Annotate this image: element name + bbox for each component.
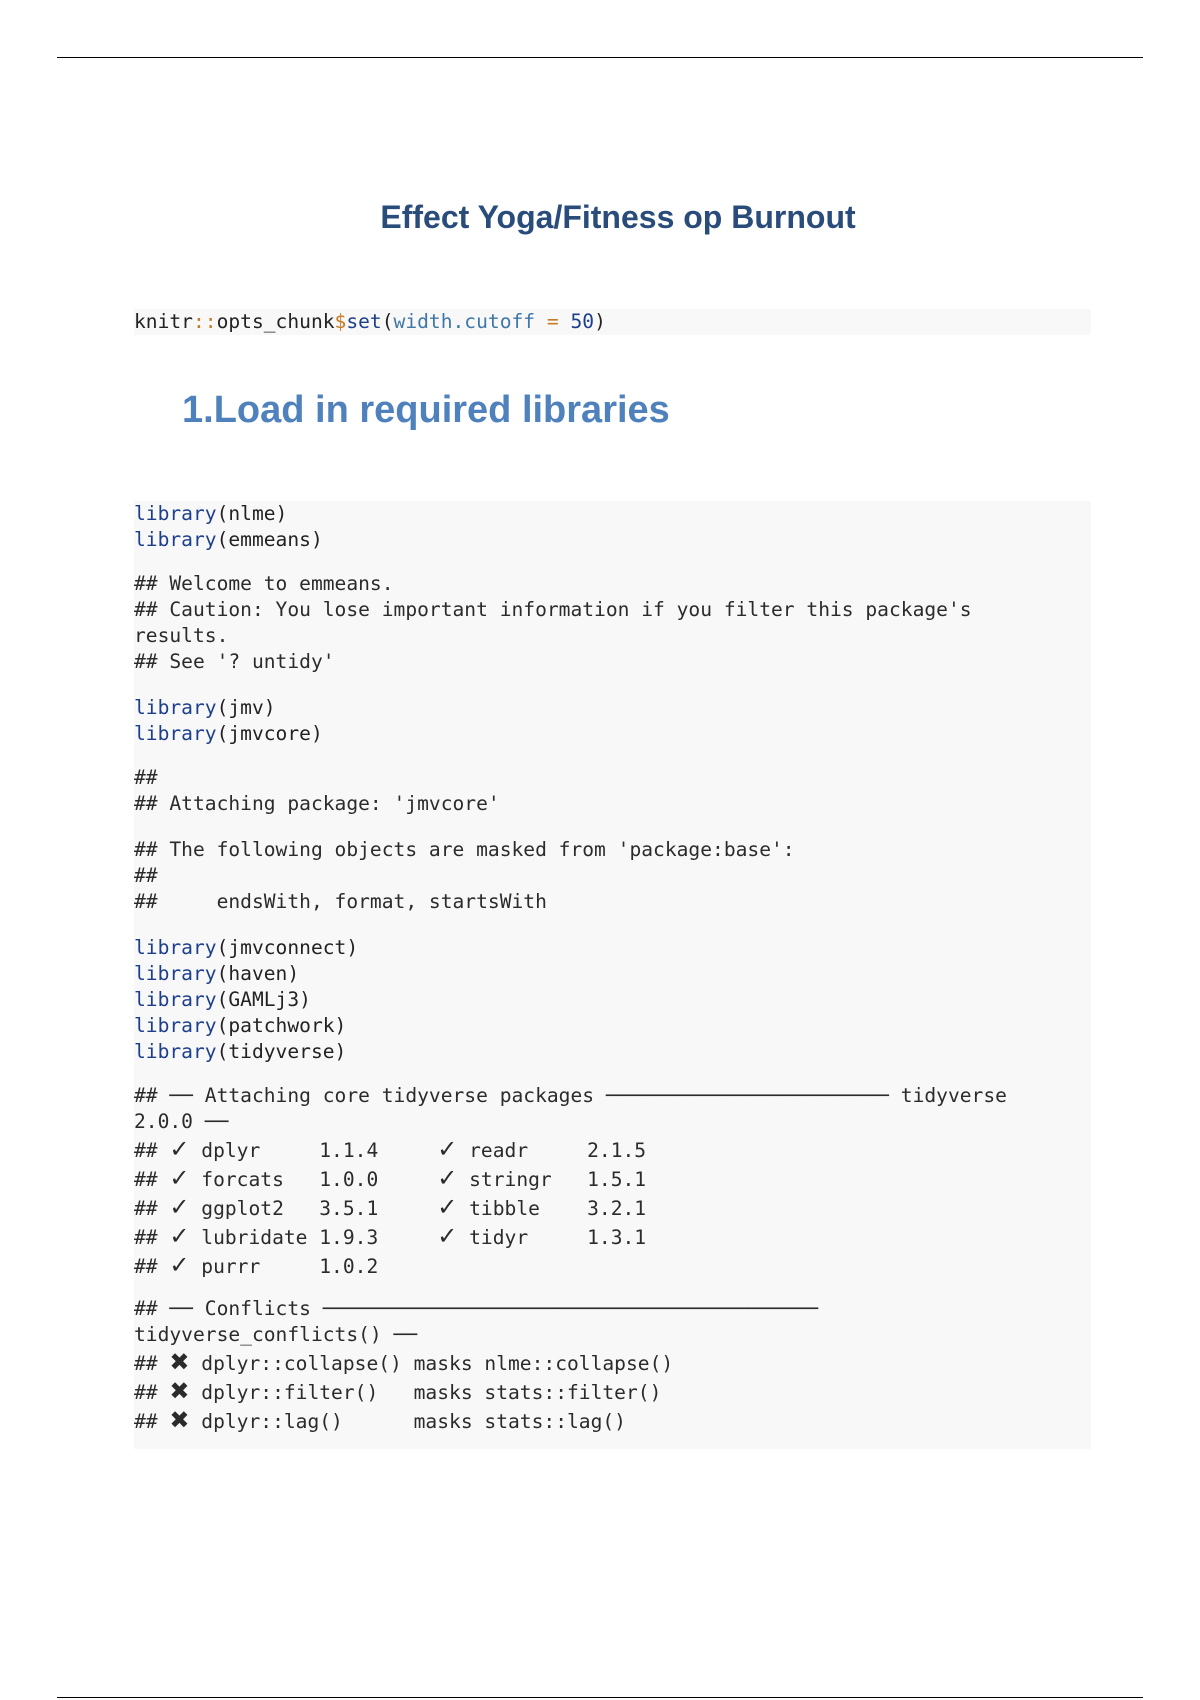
package-version: 1.0.2 xyxy=(319,1255,438,1278)
spacer xyxy=(134,747,1091,765)
spacer xyxy=(134,675,1091,695)
package-name: readr xyxy=(457,1139,588,1162)
setup-code-chunk xyxy=(134,309,1091,335)
console-output-line: results. xyxy=(134,624,229,647)
library-package-name: (nlme) xyxy=(216,502,288,525)
check-icon: ✓ xyxy=(437,1135,458,1163)
library-package-name: (jmvconnect) xyxy=(216,936,359,959)
package-version: 1.3.1 xyxy=(587,1226,647,1249)
console-output-line: tidyverse_conflicts() ── xyxy=(134,1323,418,1346)
spacer xyxy=(134,817,1091,837)
library-keyword: library xyxy=(134,936,217,959)
library-keyword: library xyxy=(134,528,217,551)
package-version: 1.9.3 xyxy=(319,1226,438,1249)
library-package-name: (emmeans) xyxy=(216,528,323,551)
hash-prefix: ## xyxy=(134,1381,170,1404)
check-icon: ✓ xyxy=(169,1251,190,1279)
libraries-code-chunk xyxy=(134,501,1091,1449)
conflict-function: dplyr::filter() xyxy=(189,1381,414,1404)
spacer xyxy=(134,1280,1091,1296)
masked-objects-message xyxy=(134,837,1091,915)
cross-icon: ✖ xyxy=(169,1348,190,1376)
conflict-masks: masks nlme::collapse() xyxy=(413,1352,674,1375)
conflict-function: dplyr::collapse() xyxy=(189,1352,414,1375)
library-call-line xyxy=(134,961,1091,987)
setup-code-line: knitr::opts_chunk$set(width.cutoff = 50) xyxy=(134,310,606,333)
library-package-name: (jmvcore) xyxy=(216,722,323,745)
tidyverse-package-row xyxy=(134,1251,1091,1280)
library-call-line xyxy=(134,721,1091,747)
page-top-rule xyxy=(57,57,1143,58)
library-call-line xyxy=(134,1039,1091,1065)
package-name: dplyr xyxy=(189,1139,320,1162)
cross-icon: ✖ xyxy=(169,1377,190,1405)
tidyverse-package-row xyxy=(134,1222,1091,1251)
library-keyword: library xyxy=(134,962,217,985)
library-call-line xyxy=(134,527,1091,553)
console-output-line: ## The following objects are masked from 'package:base': xyxy=(134,838,795,861)
check-icon: ✓ xyxy=(169,1135,190,1163)
tidyverse-package-row xyxy=(134,1164,1091,1193)
spacer xyxy=(134,1065,1091,1083)
check-icon: ✓ xyxy=(169,1193,190,1221)
conflict-masks: masks stats::lag() xyxy=(413,1410,626,1433)
check-icon: ✓ xyxy=(437,1164,458,1192)
library-keyword: library xyxy=(134,696,217,719)
tidyverse-attach-header xyxy=(134,1083,1091,1135)
section-heading-load-libraries: 1.Load in required libraries xyxy=(182,389,670,431)
conflict-function: dplyr::lag() xyxy=(189,1410,414,1433)
package-name: lubridate xyxy=(189,1226,320,1249)
library-call-line xyxy=(134,987,1091,1013)
library-call-line xyxy=(134,935,1091,961)
check-icon: ✓ xyxy=(437,1193,458,1221)
hash-prefix: ## xyxy=(134,1226,170,1249)
hash-prefix: ## xyxy=(134,1410,170,1433)
package-name: forcats xyxy=(189,1168,320,1191)
console-output-line: ## See '? untidy' xyxy=(134,650,335,673)
package-name: tibble xyxy=(457,1197,588,1220)
hash-prefix: ## xyxy=(134,1255,170,1278)
library-package-name: (patchwork) xyxy=(216,1014,347,1037)
check-icon: ✓ xyxy=(437,1222,458,1250)
package-version: 2.1.5 xyxy=(587,1139,647,1162)
library-package-name: (haven) xyxy=(216,962,300,985)
console-output-line: ## Welcome to emmeans. xyxy=(134,572,394,595)
tidyverse-package-row xyxy=(134,1135,1091,1164)
console-output-line: ## xyxy=(134,864,158,887)
hash-prefix: ## xyxy=(134,1197,170,1220)
library-keyword: library xyxy=(134,1014,217,1037)
cross-icon: ✖ xyxy=(169,1406,190,1434)
package-name: purrr xyxy=(189,1255,320,1278)
library-keyword: library xyxy=(134,988,217,1011)
package-version: 3.2.1 xyxy=(587,1197,647,1220)
jmvcore-attach-message xyxy=(134,765,1091,817)
console-output-line: 2.0.0 ── xyxy=(134,1110,229,1133)
check-icon: ✓ xyxy=(169,1164,190,1192)
package-version: 3.5.1 xyxy=(319,1197,438,1220)
emmeans-startup-message xyxy=(134,571,1091,675)
console-output-line: ## Attaching package: 'jmvcore' xyxy=(134,792,500,815)
package-name: tidyr xyxy=(457,1226,588,1249)
spacer xyxy=(134,915,1091,935)
check-icon: ✓ xyxy=(169,1222,190,1250)
library-call-line xyxy=(134,1013,1091,1039)
console-output-line: ## ── Conflicts ────────────────────────────────────────── xyxy=(134,1297,819,1320)
console-output-line: ## endsWith, format, startsWith xyxy=(134,890,547,913)
library-call-line xyxy=(134,695,1091,721)
document-title: Effect Yoga/Fitness op Burnout xyxy=(380,199,856,235)
hash-prefix: ## xyxy=(134,1139,170,1162)
package-version: 1.0.0 xyxy=(319,1168,438,1191)
conflict-row xyxy=(134,1348,1091,1377)
tidyverse-conflicts-header xyxy=(134,1296,1091,1348)
console-output-line: ## Caution: You lose important information if you filter this package's xyxy=(134,598,972,621)
spacer xyxy=(134,553,1091,571)
library-keyword: library xyxy=(134,1040,217,1063)
conflict-row xyxy=(134,1377,1091,1406)
library-package-name: (tidyverse) xyxy=(216,1040,347,1063)
conflict-row xyxy=(134,1406,1091,1435)
tidyverse-package-row xyxy=(134,1193,1091,1222)
console-output-line: ## xyxy=(134,766,158,789)
library-keyword: library xyxy=(134,502,217,525)
package-name: stringr xyxy=(457,1168,588,1191)
library-call-line xyxy=(134,501,1091,527)
library-package-name: (jmv) xyxy=(216,696,276,719)
hash-prefix: ## xyxy=(134,1352,170,1375)
library-package-name: (GAMLj3) xyxy=(216,988,311,1011)
page-bottom-rule xyxy=(57,1697,1143,1698)
package-version: 1.5.1 xyxy=(587,1168,647,1191)
library-keyword: library xyxy=(134,722,217,745)
console-output-line: ## ── Attaching core tidyverse packages ──────────────────────── tidyverse xyxy=(134,1084,1007,1107)
conflict-masks: masks stats::filter() xyxy=(413,1381,662,1404)
package-version: 1.1.4 xyxy=(319,1139,438,1162)
package-name: ggplot2 xyxy=(189,1197,320,1220)
hash-prefix: ## xyxy=(134,1168,170,1191)
